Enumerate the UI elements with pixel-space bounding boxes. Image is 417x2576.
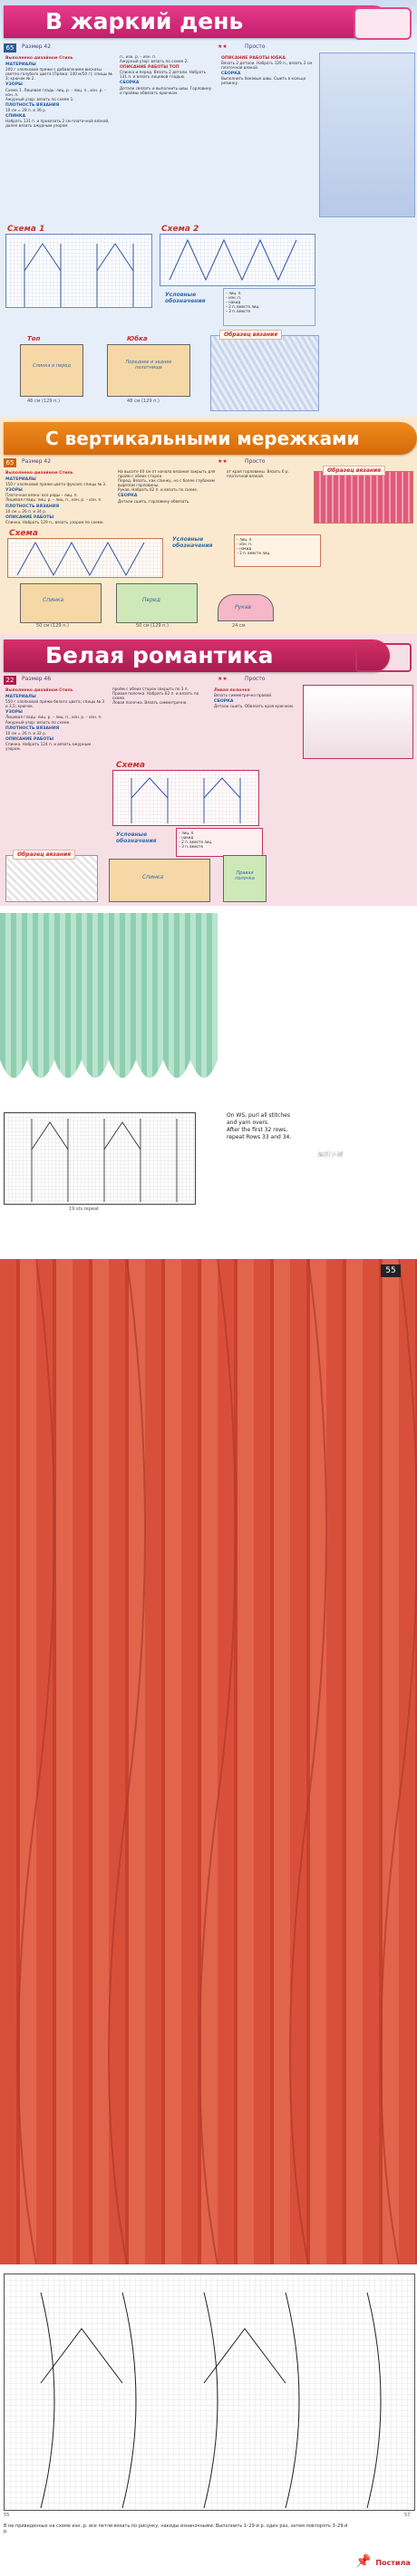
skirt-label: Юбка (127, 335, 148, 342)
paragraph: На высоте 40 см от начала вязания закрыть для пройм с обеих сторон. (118, 469, 216, 479)
pattern-badge: 55 (381, 1264, 401, 1277)
front-label: Правая полочка (235, 870, 255, 881)
legend-item: – 3 п. вместе (179, 844, 204, 849)
legend-item: – лиц. п. (179, 831, 195, 835)
scheme-title: Схема (9, 529, 38, 538)
heading: СБОРКА (221, 72, 241, 77)
paragraph: Перед. Вязать, как спинку, но с более глубоким вырезом горловины. (118, 478, 215, 488)
green-lace-chart (4, 1112, 196, 1205)
section-hot-day-col-2 (120, 54, 214, 95)
paragraph: Вязать симметрично правой. (214, 693, 273, 698)
paragraph: 10 см = 28 п. и 36 р. (5, 107, 47, 112)
back-pattern-piece (109, 859, 210, 902)
sample-label: Образец вязания (13, 850, 75, 860)
scheme-1-chart (5, 234, 152, 308)
level-stars: ★★ (218, 676, 228, 682)
legend (234, 534, 321, 567)
paragraph: Рукав. Набрать 62 п. и вязать по схеме. (118, 487, 199, 493)
coral-knit-chart (4, 2273, 415, 2511)
paragraph: 200 г хлопковой пряжи с добавлением вискозы светло-голубого цвета (Пряжа: 140 м/50 г); спицы № 3; крючок № 2. (5, 67, 112, 82)
paragraph: Левая полочка. Вязать симметрично. (112, 700, 188, 706)
section-white-romance (0, 634, 417, 906)
paragraph: Вязать 2 детали. Набрать 129 п., вязать 2 см платочной вязкой. (221, 61, 313, 71)
note-line: and yarn overs. (227, 1120, 269, 1126)
top-width: 46 см (129 п.) (27, 399, 60, 404)
sample-swatch (314, 471, 413, 524)
page-number-badge: 65 (4, 458, 16, 467)
legend-item: – накид (237, 546, 252, 551)
chart-note: В не приведенных на схеме изн. р. все петли вязать по рисунку, накиды изнаночными. Выполнить 1–29-й р. один раз, затем повторять 3–29-й р. (4, 2523, 348, 2534)
legend-item: – накид (179, 835, 194, 840)
note-line: After the first 32 rows, (227, 1127, 288, 1133)
section-hot-day-col-1 (5, 54, 112, 128)
legend-item: – изн. п. (226, 295, 242, 300)
legend-title: Условные обозначения (165, 292, 206, 304)
heading: МАТЕРИАЛЫ (5, 695, 36, 700)
front-pattern-piece (116, 583, 198, 623)
pin-logo (355, 2554, 411, 2569)
paragraph: Выполнить боковые швы. Сшить в кольцо резинку. (221, 76, 306, 86)
legend-item: – изн. п. (237, 542, 253, 546)
heading: СБОРКА (214, 699, 234, 705)
scheme-grid (113, 771, 258, 825)
sleeve-width: 24 см (232, 623, 246, 629)
front-pattern-piece (223, 855, 267, 902)
heading: МАТЕРИАЛЫ (5, 477, 36, 483)
legend-item: – 3 п. вместе (226, 309, 251, 313)
skirt-width: 48 см (129 п.) (127, 399, 160, 404)
size-label: Размер 42 (22, 43, 52, 50)
section-coral-knit (0, 1223, 417, 2576)
paragraph: от края горловины. Вязать 6 р. платочной вязкой. (227, 469, 289, 479)
paragraph: Лицевая гладь: лиц. р. – лиц. п., изн. р. – изн. п. (5, 497, 102, 503)
heading: ПЛОТНОСТЬ ВЯЗАНИЯ (5, 504, 60, 509)
title-ornament (354, 7, 412, 40)
sleeve-pattern-piece (218, 594, 274, 621)
page-number-right: 57 (404, 2513, 411, 2518)
back-pattern-piece (20, 583, 102, 623)
top-parts-label: Спинка и перед (33, 363, 71, 369)
paragraph: пройм с обеих сторон закрыть по 3 п. (112, 687, 189, 691)
front-label: Перед (142, 597, 160, 603)
note-line: repeat Rows 33 and 34. (227, 1134, 292, 1140)
heading: ОПИСАНИЕ РАБОТЫ ЮБКА (221, 56, 286, 61)
intro-heading: Выполнено дизайном Стиль (5, 688, 73, 693)
watermark: 编织小铺 (317, 1151, 343, 1158)
paragraph: Детали сшить. Обвязать края крючком. (214, 704, 295, 709)
legend-title: Условные обозначения (172, 536, 213, 549)
scheme-chart (112, 770, 259, 826)
heading: СБОРКА (120, 81, 140, 86)
top-pattern-piece (20, 344, 83, 397)
pin-icon: 📌 (355, 2554, 372, 2569)
section-green-lace (0, 906, 417, 1223)
size-label: Размер 42 (22, 458, 52, 465)
sample-label: Образец вязания (219, 330, 282, 340)
section-vertical-lace-col-3 (227, 469, 308, 478)
title-ornament (355, 643, 412, 672)
page-number-badge: 65 (4, 43, 16, 53)
size-label: Размер 46 (22, 676, 52, 682)
paragraph: Схема 1. Лицевая гладь: лиц. р. – лиц. п., изн. р. – изн. п. (5, 87, 107, 97)
level-stars: ★★ (218, 43, 228, 50)
sleeve-label: Рукав (235, 604, 252, 610)
heading: ПЛОТНОСТЬ ВЯЗАНИЯ (5, 102, 60, 108)
heading: ОПИСАНИЕ РАБОТЫ ТОП (120, 65, 179, 71)
section-vertical-lace-title: С вертикальными мережками (4, 422, 417, 455)
scheme-grid (8, 539, 162, 577)
section-vertical-lace (0, 417, 417, 634)
heading: СБОРКА (118, 494, 138, 499)
legend-item: – 2 п. вместе лиц. (237, 551, 271, 555)
paragraph: 10 см = 26 п. и 34 р. (5, 508, 47, 514)
heading: УЗОРЫ (5, 710, 23, 716)
scheme-chart (7, 538, 163, 578)
model-photo (303, 685, 413, 759)
section-vertical-lace-col-1 (5, 469, 111, 524)
section-hot-day-title: В жаркий день (4, 5, 390, 38)
page-number-badge: 22 (4, 676, 16, 685)
section-hot-day-col-3 (221, 54, 315, 86)
heading: ПЛОТНОСТЬ ВЯЗАНИЯ (5, 726, 60, 731)
heading: МАТЕРИАЛЫ (5, 62, 36, 68)
note-line: On WS, purl all stitches (227, 1112, 290, 1119)
level-label: Просто (245, 676, 266, 682)
coral-knit-chart-grid (5, 2274, 414, 2510)
sample-label: Образец вязания (323, 466, 385, 476)
scheme-1-grid (6, 235, 151, 307)
level-stars: ★★ (218, 458, 228, 465)
section-white-romance-col-2 (112, 687, 207, 705)
scheme-2-chart (160, 234, 315, 286)
paragraph: Детали сшить, горловину обвязать. (118, 498, 190, 504)
back-label: Спинка (43, 597, 64, 603)
green-lace-scallops (0, 1060, 218, 1096)
heading: УЗОРЫ (5, 488, 23, 494)
coral-lace-pattern (0, 1259, 417, 2264)
legend (223, 288, 315, 326)
paragraph: Набрать 131 п. и провязать 2 см платочной вязкой, далее вязать ажурным узором. (5, 119, 110, 129)
scheme-2-grid (160, 235, 315, 285)
skirt-parts-label: Переднее и заднее полотнище (125, 360, 172, 370)
chart-repeat-label: 19 sts repeat (69, 1206, 100, 1212)
sample-swatch (5, 855, 98, 902)
paragraph: Детали связать и выполнить швы. Горловину и проймы обвязать крючком. (120, 85, 212, 95)
legend-item: – лиц. п. (226, 291, 242, 295)
paragraph: Лицевая гладь: лиц. р. – лиц. п., изн. р. – изн. п. (5, 715, 102, 720)
scheme-title: Схема (116, 761, 145, 770)
scheme-2-title: Схема 2 (161, 225, 199, 234)
legend-item: – лиц. п. (237, 537, 253, 542)
scheme-1-title: Схема 1 (7, 225, 45, 234)
heading: ОПИСАНИЕ РАБОТЫ (5, 514, 54, 520)
legend (176, 828, 263, 857)
instruction-note (227, 1112, 335, 1141)
legend-item: – 2 п. вместе лиц. (226, 304, 260, 309)
legend-title: Условные обозначения (116, 831, 157, 844)
pin-label: Постила (375, 2559, 411, 2567)
level-label: Просто (245, 43, 266, 50)
heading: УЗОРЫ (5, 82, 23, 88)
heading: ОПИСАНИЕ РАБОТЫ (5, 736, 54, 742)
paragraph: 150 г хлопковой пряжи цвета фуксия; спицы № 3. (5, 482, 107, 487)
page-number-left: 55 (4, 2513, 10, 2518)
legend-item: – накид (226, 300, 241, 304)
back-width: 50 см (129 п.) (36, 623, 69, 629)
paragraph: Спинка и перед. Вязать 2 детали. Набрать 131 п. и вязать лицевой гладью. (120, 70, 207, 80)
back-label: Спинка (142, 874, 164, 880)
legend-item: – 2 п. вместе лиц. (179, 840, 213, 844)
green-lace-chart-grid (5, 1113, 195, 1204)
sample-swatch (210, 335, 319, 411)
intro-heading: Выполнено дизайном Стиль (5, 56, 73, 61)
paragraph: Ажурный узор: вязать по схеме 1. (5, 96, 74, 101)
paragraph: Платочная вязка: все ряды – лиц. п. (5, 493, 78, 498)
paragraph: Спинка. Набрать 129 п., вязать узором по схеме. (5, 519, 104, 524)
heading: СПИНКА (5, 114, 26, 120)
level-label: Просто (245, 458, 266, 465)
paragraph: Ажурный узор: вязать по схеме. (5, 719, 71, 725)
paragraph: 550 г хлопковой пряжи белого цвета; спицы № 3 и 3,5; крючок. (5, 699, 104, 709)
skirt-pattern-piece (107, 344, 190, 397)
paragraph: 10 см = 26 п. и 32 р. (5, 730, 47, 735)
section-white-romance-col-1 (5, 687, 107, 751)
paragraph: Ажурный узор: вязать по схеме 2. (120, 59, 189, 64)
section-white-romance-col-3 (214, 687, 296, 708)
paragraph: Правая полочка. Набрать 62 п. и вязать по схеме. (112, 691, 199, 701)
section-hot-day (0, 0, 417, 417)
section-vertical-lace-col-2 (118, 469, 219, 504)
paragraph: Спинка. Набрать 124 п. и вязать ажурным узором. (5, 741, 92, 752)
heading: Левая полочка (214, 688, 250, 693)
intro-heading: Выполнено дизайном Стиль (5, 471, 73, 476)
top-label: Топ (27, 335, 41, 342)
front-width: 50 см (129 п.) (136, 623, 169, 629)
model-photo (319, 53, 415, 217)
section-white-romance-title: Белая романтика (4, 639, 390, 672)
paragraph: п., изн. р. – изн. п. (120, 54, 157, 59)
